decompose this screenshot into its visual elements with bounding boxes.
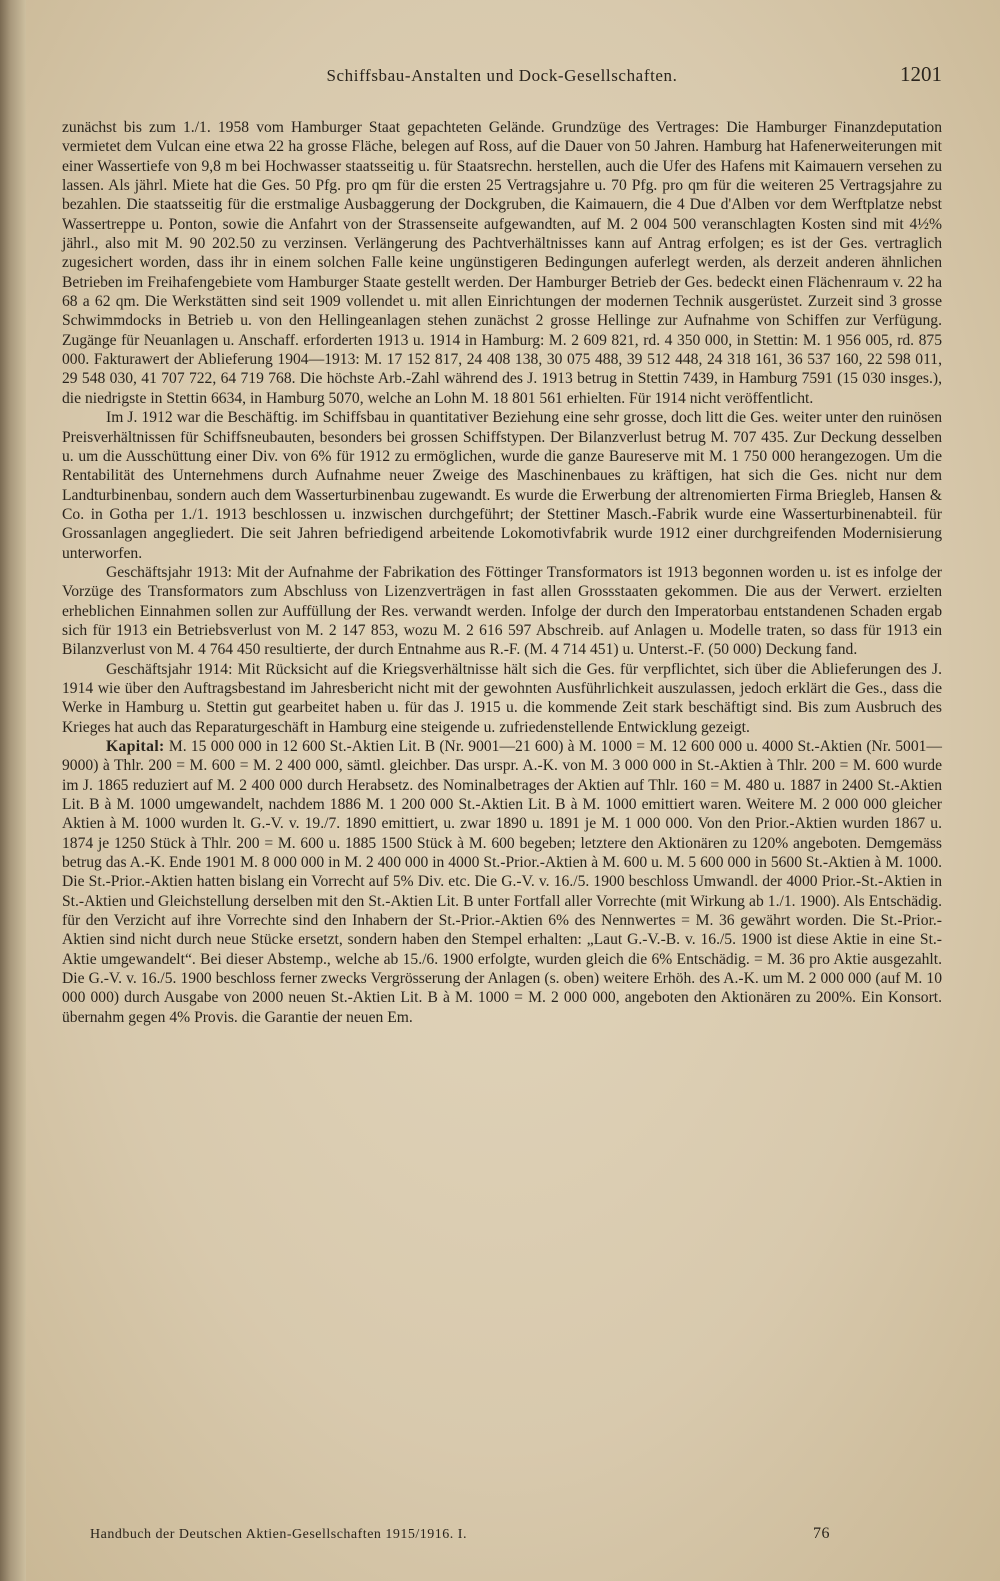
paragraph-geschaeftsjahr-1913 bbox=[62, 563, 942, 660]
paragraph-text: Geschäftsjahr 1914: Mit Rücksicht auf die Kriegsverhältnisse hält sich die Ges. für verpflichtet, sich über die Ablieferungen des J. 1914 wie über den Auftragsbestand im Jahresbericht nicht mit der gewohnten Ausführlichkeit auszulassen, jedoch erklärt die Ges., dass die Werke in Hamburg u. Stettin gut gearbeitet haben u. für das J. 1915 u. die kommende Zeit stark beschäftigt sind. Bis zum Ausbruch des Krieges hat auch das Reparaturgeschäft in Hamburg eine steigende u. zufriedenstellende Entwicklung gezeigt. bbox=[62, 660, 942, 736]
signature-mark: 76 bbox=[813, 1525, 830, 1542]
paragraph-1912 bbox=[62, 408, 942, 563]
paragraph-text: Geschäftsjahr 1913: Mit der Aufnahme der Fabrikation des Föttinger Transformators ist 1913 begonnen worden u. ist es infolge der Vorzüge des Transformators zum Abschluss von Lizenzverträgen in fast allen Grossstaaten gekommen. Die aus der Verwert. erzielten erheblichen Einnahmen sollen zur Auffüllung der Res. verwandt werden. Infolge der durch den Imperatorbau entstandenen Schaden ergab sich für 1913 ein Betriebsverlust von M. 2 147 853, wozu M. 2 616 597 Abschreib. auf Anlagen u. Modelle traten, so dass für 1913 ein Bilanzverlust von M. 4 764 450 resultierte, der durch Entnahme aus R.-F. (M. 4 714 451) u. Unterst.-F. (50 000) Deckung fand. bbox=[62, 563, 942, 659]
paragraph-text: zunächst bis zum 1./1. 1958 vom Hamburger Staat gepachteten Gelände. Grundzüge des Vertrages: Die Hamburger Finanzdeputation vermietet dem Vulcan eine etwa 22 ha grosse Fläche, belegen auf Ross, auf die Dauer von 50 Jahren. Hamburg hat Hafenerweiterungen mit einer Wassertiefe von 9,8 m bei Hochwasser staatsseitig u. für Staatsrechn. herstellen, auch die Ufer des Hafens mit Kaimauern versehen zu lassen. Als jährl. Miete hat die Ges. 50 Pfg. pro qm für die ersten 25 Vertragsjahre u. 70 Pfg. pro qm für die weiteren 25 Vertragsjahre zu bezahlen. Die staatsseitig für die erstmalige Ausbaggerung der Dockgruben, die Kaimauern, die 4 Due d'Alben vor dem Werftplatze nebst Wassertreppe u. Ponton, sowie die Anfahrt von der Strassenseite aufgewandten, auf M. 2 004 500 veranschlagten Kosten sind mit 4½% jährl., also mit M. 90 202.50 zu verzinsen. Verlängerung des Pachtverhältnisses kann auf Antrag erfolgen; es ist der Ges. vertraglich zugesichert worden, dass ihr in einem solchen Falle keine ungünstigeren Bedingungen auferlegt werden, als derzeit anderen ähnlichen Betrieben im Freihafengebiete vom Hamburger Staate gestellt werden. Der Hamburger Betrieb der Ges. bedeckt einen Flächenraum v. 22 ha 68 a 62 qm. Die Werkstätten sind seit 1909 vollendet u. mit allen Einrichtungen der modernen Technik ausgerüstet. Zurzeit sind 3 grosse Schwimmdocks in Betrieb u. von den Hellingeanlagen stehen zunächst 2 grosse Hellinge zur Aufnahme von Schiffen zur Verfügung. Zugänge für Neuanlagen u. Anschaff. erforderten 1913 u. 1914 in Hamburg: M. 2 609 821, rd. 4 350 000, in Stettin: M. 1 956 005, rd. 875 000. Fakturawert der Ablieferung 1904—1913: M. 17 152 817, 24 408 138, 30 075 488, 39 512 448, 24 318 161, 36 537 160, 22 598 011, 29 548 030, 41 707 722, 64 719 768. Die höchste Arb.-Zahl während des J. 1913 betrug in Stettin 7439, in Hamburg 7591 (15 030 insges.), die niedrigste in Stettin 6634, in Hamburg 5070, welche an Lohn M. 18 801 561 erhielten. Für 1914 nicht veröffentlicht. bbox=[62, 119, 942, 407]
book-page bbox=[62, 56, 942, 1556]
page-header bbox=[62, 62, 942, 90]
page-number: 1201 bbox=[900, 62, 942, 86]
paragraph-pacht bbox=[62, 118, 942, 408]
running-title: Schiffsbau-Anstalten und Dock-Gesellschaften. bbox=[326, 66, 678, 85]
footer-title: Handbuch der Deutschen Aktien-Gesellschaften 1915/1916. I. bbox=[90, 1527, 467, 1542]
paragraph-geschaeftsjahr-1914 bbox=[62, 660, 942, 737]
paragraph-text: M. 15 000 000 in 12 600 St.-Aktien Lit. B (Nr. 9001—21 600) à M. 1000 = M. 12 600 000 u. 4000 St.-Aktien (Nr. 5001—9000) à Thlr. 200 = M. 600 = M. 2 400 000, sämtl. gleichber. Das urspr. A.-K. von M. 3 000 000 in St.-Aktien à Thlr. 200 = M. 600 wurde im J. 1865 reduziert auf M. 2 400 000 durch Herabsetz. des Nominalbetrages der Aktien auf Thlr. 160 = M. 480 u. 1887 in 2400 St.-Aktien Lit. B à M. 1000 umgewandelt, nachdem 1886 M. 1 200 000 St.-Aktien Lit. B à M. 1000 emittiert waren. Weitere M. 2 000 000 gleicher Aktien à M. 1000 wurden lt. G.-V. v. 19./7. 1890 emittiert, u. zwar 1890 u. 1891 je M. 1 000 000. Von den Prior.-Aktien wurden 1867 u. 1874 je 1250 Stück à Thlr. 200 = M. 600 u. 1885 1500 Stück à M. 600 begeben; letztere den Aktionären zu 120% angeboten. Demgemäss betrug das A.-K. Ende 1901 M. 8 000 000 in M. 2 400 000 in 4000 St.-Prior.-Aktien à M. 600 u. M. 5 600 000 in 5600 St.-Aktien à M. 1000. Die St.-Prior.-Aktien hatten bislang ein Vorrecht auf 5% Div. etc. Die G.-V. v. 16./5. 1900 beschloss Umwandl. der 4000 Prior.-St.-Aktien in St.-Aktien und Gleichstellung derselben mit den St.-Aktien Lit. B unter Fortfall aller Vorrechte (mit Wirkung ab 1./1. 1900). Als Entschädig. für den Verzicht auf ihre Vorrechte sind den Inhabern der St.-Prior.-Aktien 6% des Nennwertes = M. 36 gewährt worden. Die St.-Prior.-Aktien sind nicht durch neue Stücke ersetzt, sondern haben den Stempel erhalten: „Laut G.-V.-B. v. 16./5. 1900 ist diese Aktie in eine St.-Aktie umgewandelt“. Bei dieser Abstemp., welche ab 15./6. 1900 erfolgte, wurden gleich die 6% Entschädig. = M. 36 pro Aktie ausgezahlt. Die G.-V. v. 16./5. 1900 beschloss ferner zwecks Vergrösserung der Anlagen (s. oben) weitere Erhöh. des A.-K. um M. 2 000 000 (auf M. 10 000 000) durch Ausgabe von 2000 neuen St.-Aktien Lit. B à M. 1000 = M. 2 000 000, angeboten den Aktionären zu 200%. Ein Konsort. übernahm gegen 4% Provis. die Garantie der neuen Em. bbox=[62, 738, 943, 1026]
book-spine-shadow bbox=[0, 0, 26, 1581]
paragraph-kapital bbox=[62, 737, 942, 1027]
page-footer bbox=[90, 1527, 830, 1547]
paragraph-text: Im J. 1912 war die Beschäftig. im Schiffsbau in quantitativer Beziehung eine sehr grosse, doch litt die Ges. weiter unter den ruinösen Preisverhältnissen für Schiffsneubauten, besonders bei grossen Schiffstypen. Der Bilanzverlust betrug M. 707 435. Zur Deckung desselben u. um die Ausschüttung einer Div. von 6% für 1912 zu ermöglichen, wurde die ganze Baureserve mit M. 1 750 000 herangezogen. Um die Rentabilität des Unternehmens durch Aufnahme neuer Zweige des Maschinenbaues zu kräftigen, hat sich die Ges. nicht nur dem Landturbinenbau, sondern auch dem Wasserturbinenbau zugewandt. Es wurde die Erwerbung der altrenomierten Firma Briegleb, Hansen & Co. in Gotha per 1./1. 1913 beschlossen u. inzwischen durchgeführt; der Stettiner Masch.-Fabrik wurde eine Wasserturbinenabteil. für Grossanlagen angegliedert. Die seit Jahren befriedigend arbeitende Lokomotivfabrik wurde 1912 einer durchgreifenden Modernisierung unterworfen. bbox=[62, 409, 942, 562]
body-text bbox=[62, 118, 942, 1027]
kapital-label: Kapital: bbox=[106, 738, 165, 755]
